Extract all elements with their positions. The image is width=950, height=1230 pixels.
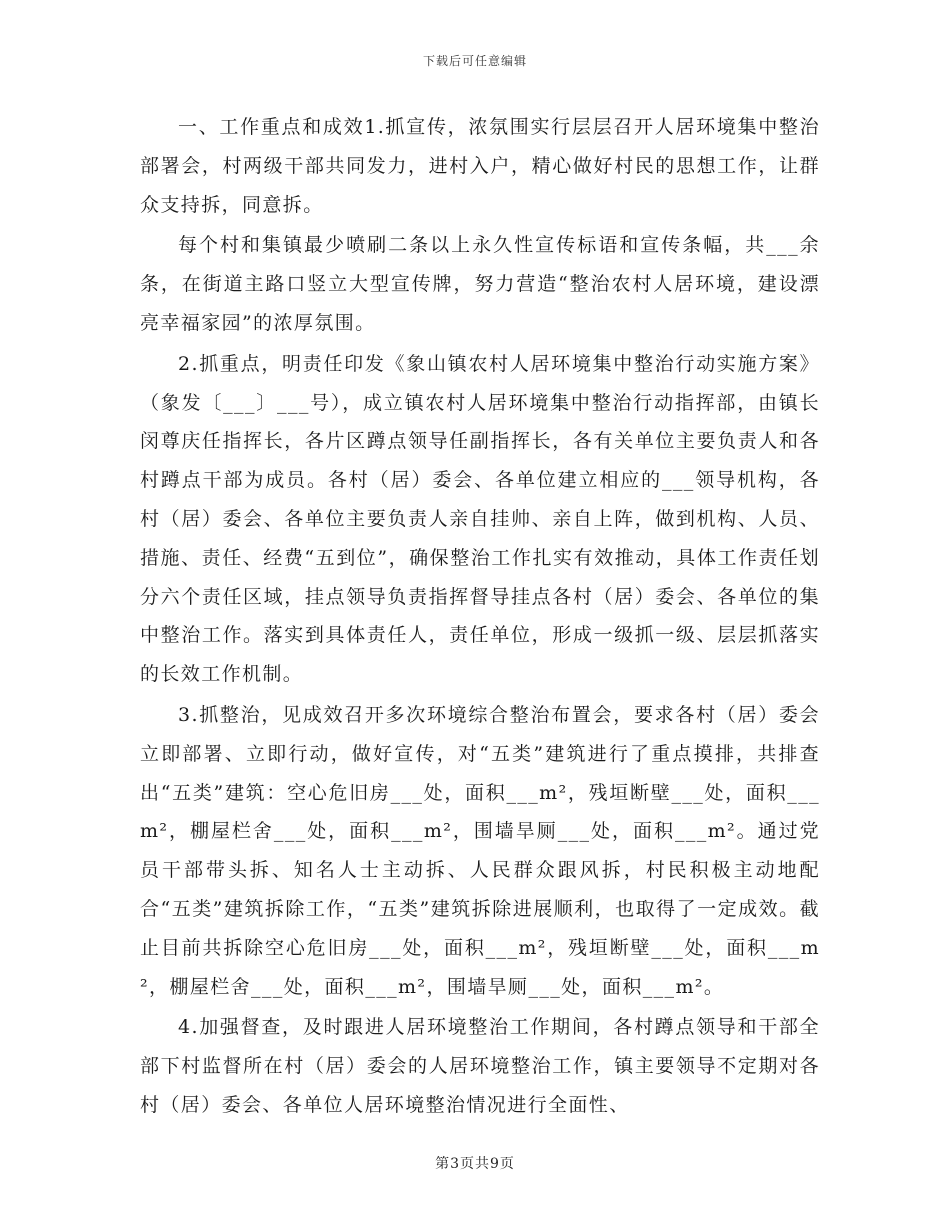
paragraph-1: 一、工作重点和成效1.抓宣传，浓氛围实行层层召开人居环境集中整治部署会，村两级干部共同发力，进村入户，精心做好村民的思想工作，让群众支持拆，同意拆。: [140, 116, 820, 216]
download-note: 下载后可任意编辑: [422, 54, 527, 68]
document-body: [140, 108, 820, 1127]
paragraph-3: 2.抓重点，明责任印发《象山镇农村人居环境集中整治行动实施方案》（象发〔___〕___号），成立镇农村人居环境集中整治行动指挥部，由镇长闵尊庆任指挥长，各片区蹲点领导任副指挥长，各有关单位主要负责人和各村蹲点干部为成员。各村（居）委会、各单位建立相应的___领导机构，各村（居）委会、各单位主要负责人亲自挂帅、亲自上阵，做到机构、人员、措施、责任、经费“五到位”，确保整治工作扎实有效推动，具体工作责任划分六个责任区域，挂点领导负责指挥督导挂点各村（居）委会、各单位的集中整治工作。落实到具体责任人，责任单位，形成一级抓一级、层层抓落实的长效工作机制。: [140, 352, 820, 686]
paragraph-4: 3.抓整治，见成效召开多次环境综合整治布置会，要求各村（居）委会立即部署、立即行动，做好宣传，对“五类”建筑进行了重点摸排，共排查出“五类”建筑：空心危旧房___处，面积___m²，残垣断壁___处，面积___m²，棚屋栏舍___处，面积___m²，围墙旱厕___处，面积___m²。通过党员干部带头拆、知名人士主动拆、人民群众跟风拆，村民积极主动地配合“五类”建筑拆除工作，“五类”建筑拆除进展顺利，也取得了一定成效。截止目前共拆除空心危旧房___处，面积___m²，残垣断壁___处，面积___m²，棚屋栏舍___处，面积___m²，围墙旱厕___处，面积___m²。: [140, 703, 820, 998]
paragraph-5: 4.加强督查，及时跟进人居环境整治工作期间，各村蹲点领导和干部全部下村监督所在村（居）委会的人居环境整治工作，镇主要领导不定期对各村（居）委会、各单位人居环境整治情况进行全面性、: [140, 1016, 820, 1116]
paragraph-2: 每个村和集镇最少喷刷二条以上永久性宣传标语和宣传条幅，共___余条，在街道主路口竖立大型宣传牌，努力营造“整治农村人居环境，建设漂亮幸福家园”的浓厚氛围。: [140, 234, 820, 334]
page-number: 第3页共9页: [435, 1156, 515, 1172]
